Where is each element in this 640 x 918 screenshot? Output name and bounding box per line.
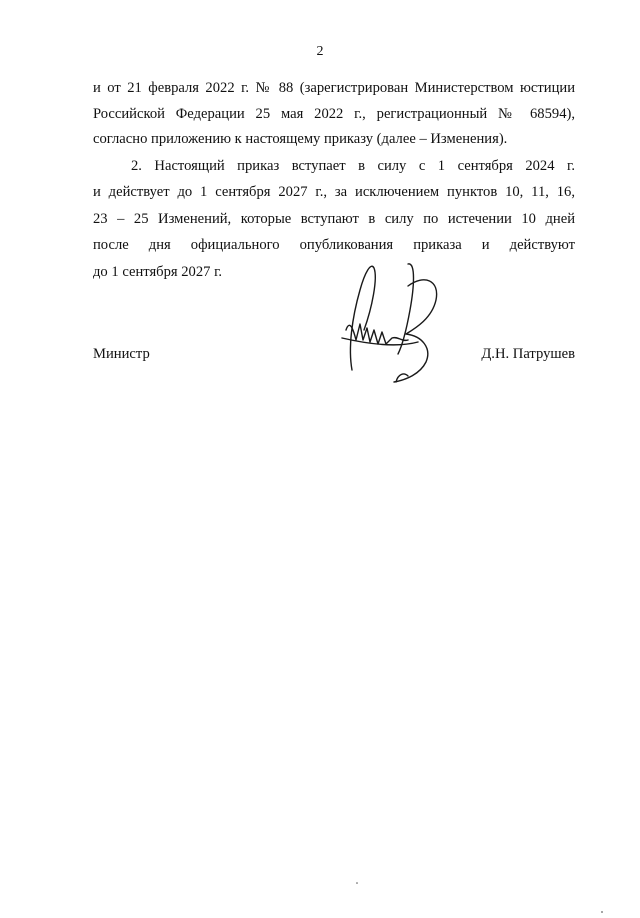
paragraph-2-line-1: 2. Настоящий приказ вступает в силу с 1 сентября 2024 г.	[131, 158, 575, 174]
signatory-role: Министр	[93, 346, 150, 362]
paragraph-1-line-3: согласно приложению к настоящему приказу (далее – Изменения).	[93, 131, 508, 147]
paragraph-1-line-2: Российской Федерации 25 мая 2022 г., регистрационный № 68594),	[93, 106, 575, 122]
signatory-name: Д.Н. Патрушев	[481, 346, 575, 362]
paragraph-1-line-1: и от 21 февраля 2022 г. № 88 (зарегистрирован Министерством юстиции	[93, 80, 575, 96]
page-number: 2	[316, 44, 324, 59]
paragraph-2-line-5: до 1 сентября 2027 г.	[93, 264, 223, 280]
paragraph-2-line-4: после дня официального опубликования приказа и действуют	[93, 237, 575, 253]
paragraph-2-line-2: и действует до 1 сентября 2027 г., за исключением пунктов 10, 11, 16,	[93, 184, 575, 200]
paragraph-2-line-3: 23 – 25 Изменений, которые вступают в силу по истечении 10 дней	[93, 211, 575, 227]
